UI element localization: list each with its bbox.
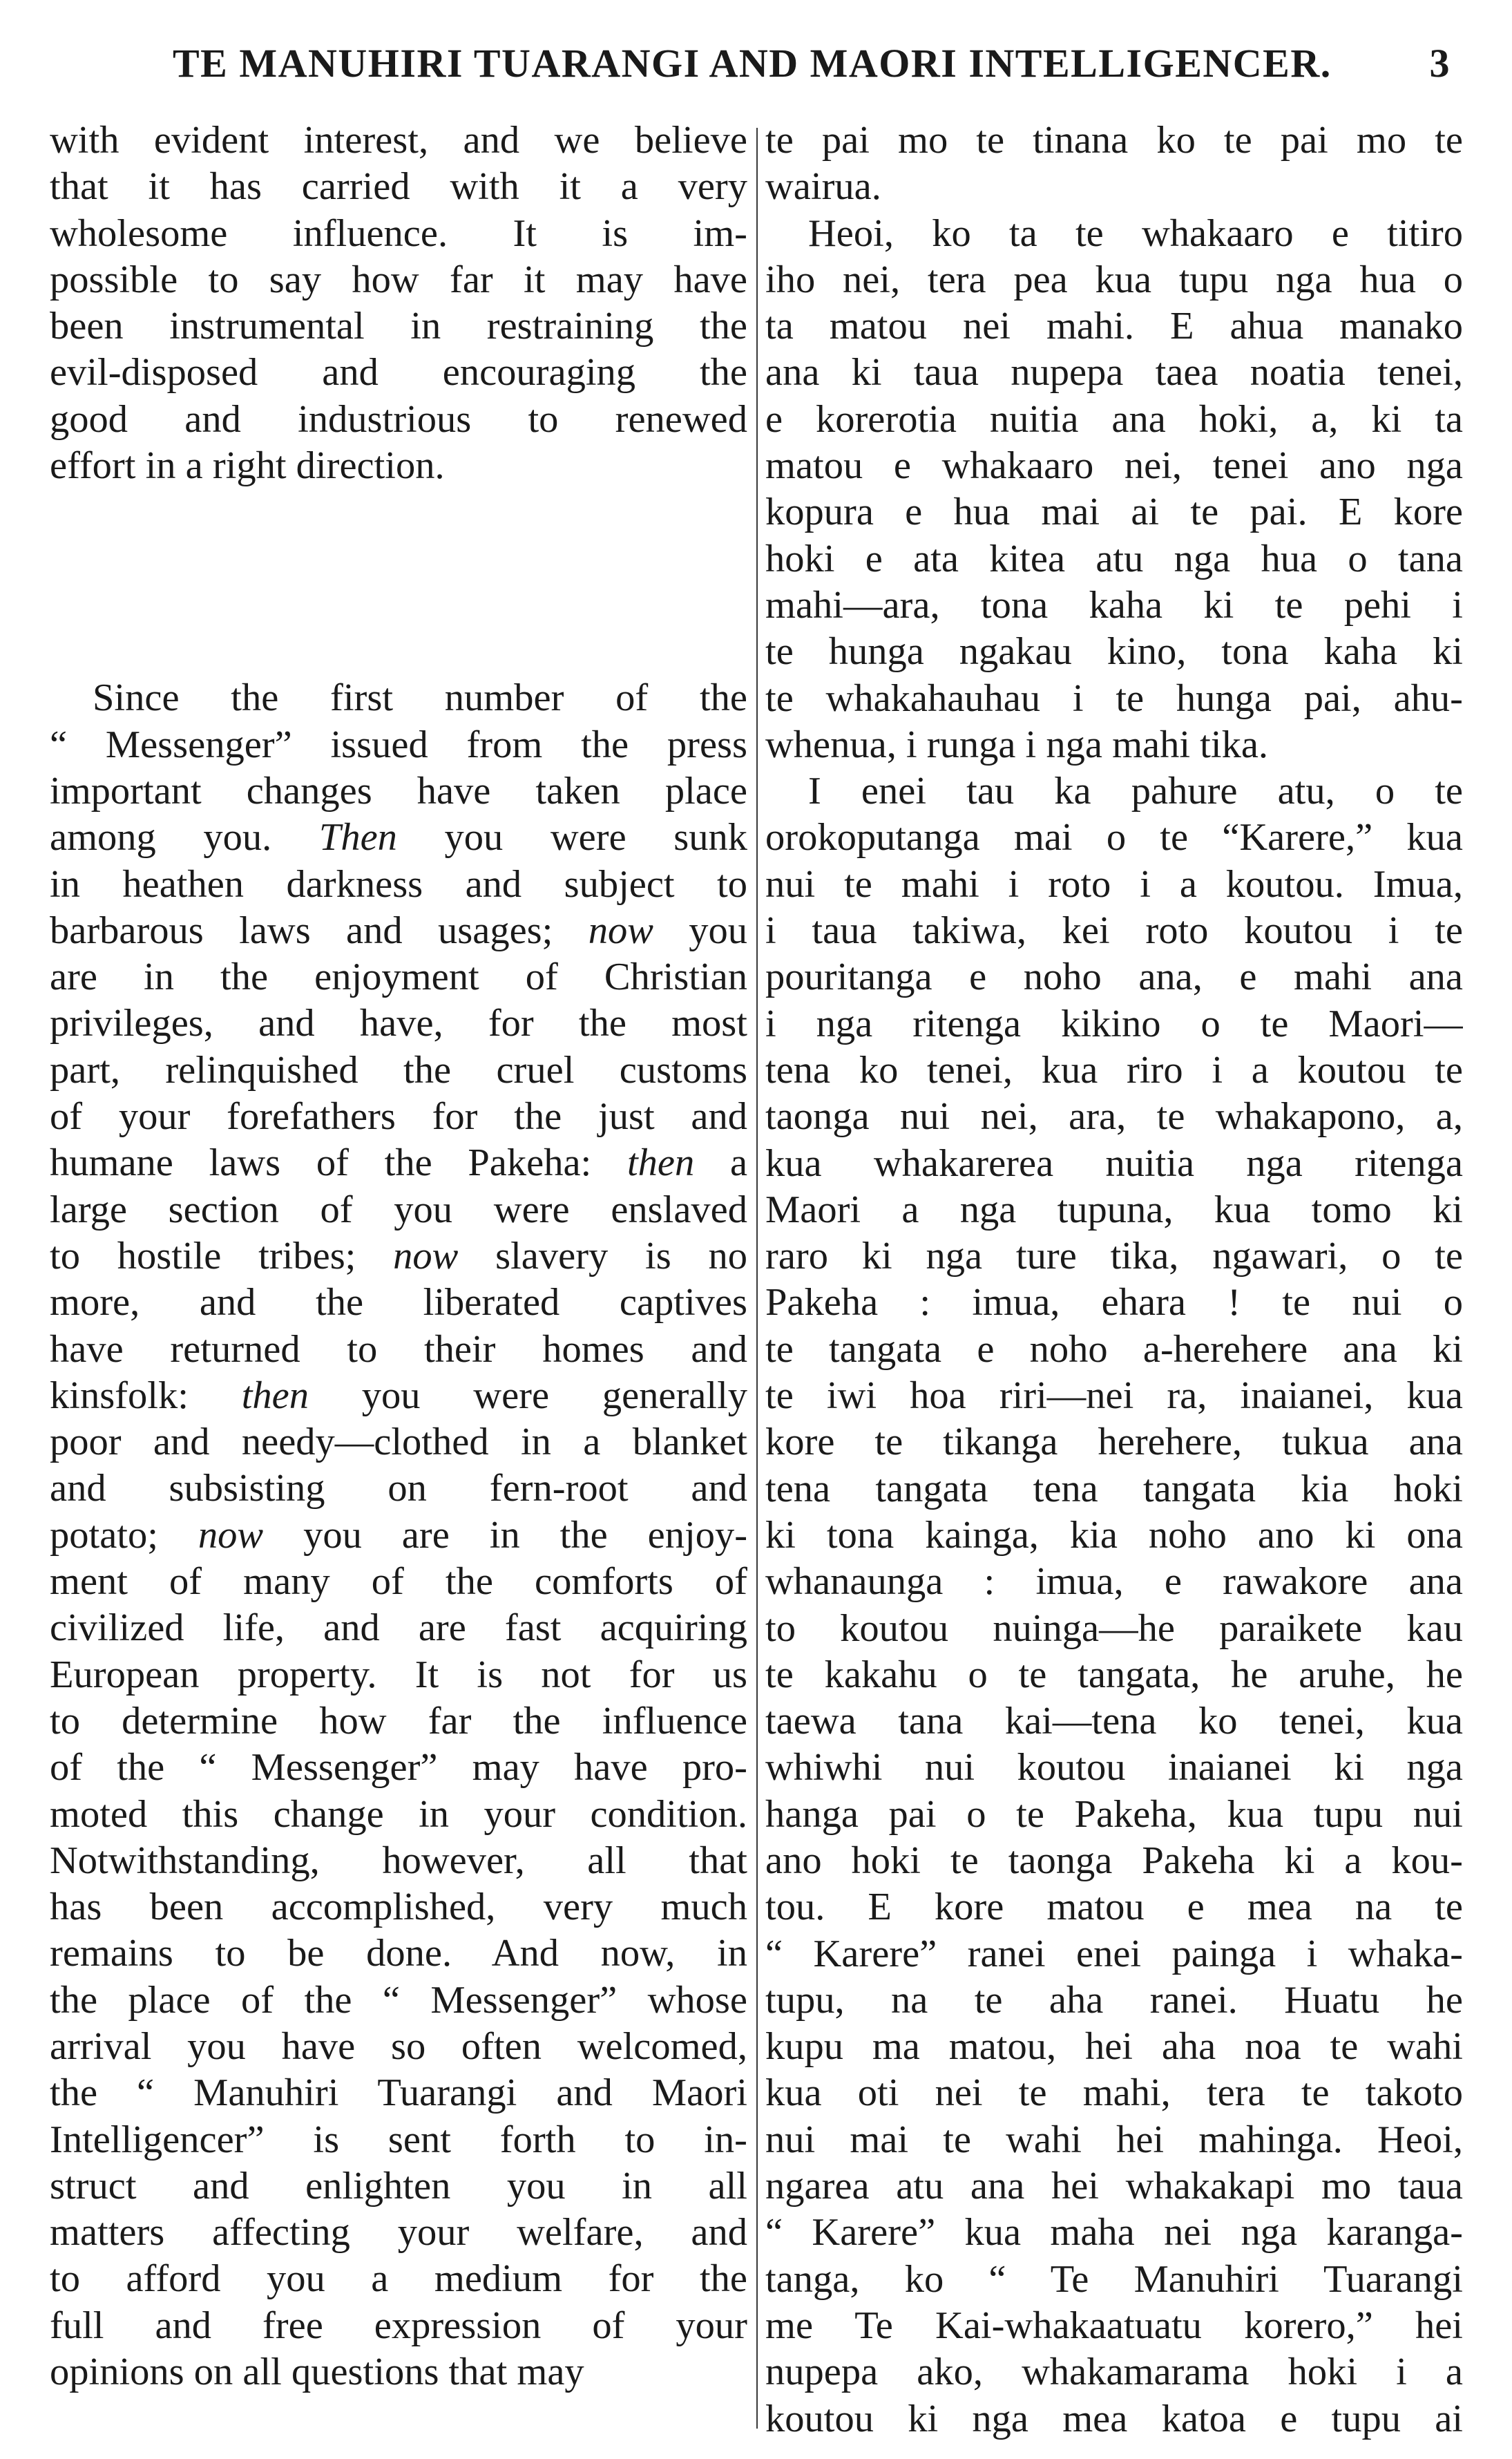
- maori-paragraph-2: [765, 211, 1463, 769]
- text-line: koutou ki nga mea katoa e tupu ai: [765, 2397, 1463, 2440]
- text-line: privileges, and have, for the most: [50, 1002, 747, 1045]
- text-line: large section of you were enslaved: [50, 1188, 747, 1231]
- text-line: barbarous laws and usages; now you: [50, 909, 747, 952]
- text-line: humane laws of the Pakeha: then a: [50, 1141, 747, 1185]
- text-line: among you. Then you were sunk: [50, 816, 747, 860]
- text-line: that it has carried with it a very: [50, 165, 747, 209]
- text-line: Heoi, ko ta te whakaaro e titiro: [808, 211, 1463, 255]
- text-line: te hunga ngakau kino, tona kaha ki: [765, 630, 1463, 674]
- text-line: e korerotia nuitia ana hoki, a, ki ta: [765, 397, 1463, 441]
- text-line: ta matou nei mahi. E ahua manako: [765, 305, 1463, 348]
- text-line: nupepa ako, whakamarama hoki i a: [765, 2351, 1463, 2394]
- text-line: ngarea atu ana hei whakakapi mo taua: [765, 2165, 1463, 2208]
- text-line: potato; now you are in the enjoy-: [50, 1513, 747, 1557]
- text-line: hanga pai o te Pakeha, kua tupu nui: [765, 1792, 1463, 1836]
- page-number: 3: [1429, 41, 1451, 86]
- text-line: opinions on all questions that may: [50, 2351, 584, 2394]
- text-line: the “ Manuhiri Tuarangi and Maori: [50, 2071, 747, 2115]
- text-line: good and industrious to renewed: [50, 397, 747, 441]
- text-line: of your forefathers for the just and: [50, 1095, 747, 1139]
- maori-paragraph-1: [765, 117, 1463, 211]
- text-line: I enei tau ka pahure atu, o te: [808, 770, 1463, 813]
- text-line: possible to say how far it may have: [50, 258, 747, 301]
- text-line: te kakahu o te tangata, he aruhe, he: [765, 1653, 1463, 1696]
- text-line: iho nei, tera pea kua tupu nga hua o: [765, 258, 1463, 301]
- english-paragraph-1: [50, 117, 747, 489]
- text-line: and subsisting on fern-root and: [50, 1467, 747, 1510]
- text-line: Since the first number of the: [93, 676, 747, 720]
- text-line: has been accomplished, very much: [50, 1886, 747, 1929]
- text-line: been instrumental in restraining the: [50, 305, 747, 348]
- text-line: te pai mo te tinana ko te pai mo te: [765, 119, 1463, 162]
- text-line: struct and enlighten you in all: [50, 2164, 747, 2208]
- text-line: whiwhi nui koutou inaianei ki nga: [765, 1746, 1463, 1789]
- text-line: i nga ritenga kikino o te Maori—: [765, 1002, 1463, 1045]
- text-line: part, relinquished the cruel customs: [50, 1048, 747, 1092]
- text-line: in heathen darkness and subject to: [50, 862, 747, 906]
- text-line: matters affecting your welfare, and: [50, 2211, 747, 2254]
- text-line: Pakeha : imua, ehara ! te nui o: [765, 1281, 1463, 1325]
- text-line: kinsfolk: then you were generally: [50, 1374, 747, 1417]
- english-paragraph-2: [50, 675, 747, 2395]
- text-line: evil-disposed and encouraging the: [50, 351, 747, 395]
- text-line: whenua, i runga i nga mahi tika.: [765, 723, 1269, 766]
- text-line: to koutou nuinga—he paraikete kau: [765, 1606, 1463, 1650]
- text-line: European property. It is not for us: [50, 1653, 747, 1696]
- publication-title: TE MANUHIRI TUARANGI AND MAORI INTELLIGENCER.: [173, 41, 1332, 86]
- text-line: poor and needy—clothed in a blanket: [50, 1421, 747, 1464]
- text-line: remains to be done. And now, in: [50, 1932, 747, 1975]
- text-line: tou. E kore matou e mea na te: [765, 1886, 1463, 1929]
- text-line: nui mai te wahi hei mahinga. Heoi,: [765, 2118, 1463, 2161]
- text-line: “ Karere” kua maha nei nga karanga-: [765, 2211, 1463, 2254]
- text-line: tanga, ko “ Te Manuhiri Tuarangi: [765, 2257, 1463, 2301]
- text-line: tena tangata tena tangata kia hoki: [765, 1467, 1463, 1510]
- text-line: ment of many of the comforts of: [50, 1560, 747, 1604]
- text-line: tupu, na te aha ranei. Huatu he: [765, 1978, 1463, 2022]
- text-line: moted this change in your condition.: [50, 1792, 747, 1836]
- text-line: te tangata e noho a-herehere ana ki: [765, 1327, 1463, 1371]
- text-line: to afford you a medium for the: [50, 2257, 747, 2301]
- maori-paragraph-3: [765, 768, 1463, 2442]
- text-line: mahi—ara, tona kaha ki te pehi i: [765, 583, 1463, 627]
- text-line: “ Karere” ranei enei painga i whaka-: [765, 1932, 1463, 1975]
- text-line: kua oti nei te mahi, tera te takoto: [765, 2071, 1463, 2115]
- text-line: wairua.: [765, 165, 881, 209]
- text-line: arrival you have so often welcomed,: [50, 2024, 747, 2068]
- text-line: civilized life, and are fast acquiring: [50, 1606, 747, 1650]
- text-line: to hostile tribes; now slavery is no: [50, 1234, 747, 1278]
- text-line: with evident interest, and we believe: [50, 119, 747, 162]
- text-line: kupu ma matou, hei aha noa te wahi: [765, 2025, 1463, 2069]
- text-line: me Te Kai-whakaatuatu korero,” hei: [765, 2304, 1463, 2347]
- text-line: whanaunga : imua, e rawakore ana: [765, 1560, 1463, 1604]
- text-line: kore te tikanga herehere, tukua ana: [765, 1421, 1463, 1464]
- text-line: pouritanga e noho ana, e mahi ana: [765, 956, 1463, 999]
- text-line: kua whakarerea nuitia nga ritenga: [765, 1141, 1463, 1185]
- text-line: full and free expression of your: [50, 2304, 747, 2347]
- text-line: orokoputanga mai o te “Karere,” kua: [765, 816, 1463, 860]
- text-line: of the “ Messenger” may have pro-: [50, 1746, 747, 1789]
- text-line: Maori a nga tupuna, kua tomo ki: [765, 1188, 1463, 1231]
- text-line: have returned to their homes and: [50, 1327, 747, 1371]
- column-divider: [756, 128, 758, 2429]
- text-line: to determine how far the influence: [50, 1699, 747, 1743]
- text-line: nui te mahi i roto i a koutou. Imua,: [765, 862, 1463, 906]
- maori-column: [765, 117, 1463, 2442]
- text-line: matou e whakaaro nei, tenei ano nga: [765, 444, 1463, 488]
- text-line: taonga nui nei, ara, te whakapono, a,: [765, 1095, 1463, 1139]
- text-line: i taua takiwa, kei roto koutou i te: [765, 909, 1463, 953]
- paragraph-gap: [50, 489, 747, 675]
- text-line: ano hoki te taonga Pakeha ki a kou-: [765, 1839, 1463, 1882]
- text-line: wholesome influence. It is im-: [50, 211, 747, 255]
- text-line: Intelligencer” is sent forth to in-: [50, 2118, 747, 2161]
- page-header: [173, 40, 1451, 95]
- text-line: the place of the “ Messenger” whose: [50, 1978, 747, 2022]
- text-line: tena ko tenei, kua riro i a koutou te: [765, 1048, 1463, 1092]
- text-line: ki tona kainga, kia noho ano ki ona: [765, 1513, 1463, 1557]
- text-line: te whakahauhau i te hunga pai, ahu-: [765, 676, 1463, 720]
- english-column: [50, 117, 747, 2395]
- text-line: effort in a right direction.: [50, 444, 445, 488]
- text-line: “ Messenger” issued from the press: [50, 723, 747, 766]
- text-line: kopura e hua mai ai te pai. E kore: [765, 491, 1463, 534]
- text-line: hoki e ata kitea atu nga hua o tana: [765, 537, 1463, 580]
- text-line: taewa tana kai—tena ko tenei, kua: [765, 1700, 1463, 1743]
- text-line: raro ki nga ture tika, ngawari, o te: [765, 1235, 1463, 1278]
- text-line: Notwithstanding, however, all that: [50, 1839, 747, 1882]
- text-line: are in the enjoyment of Christian: [50, 956, 747, 999]
- text-line: te iwi hoa riri—nei ra, inaianei, kua: [765, 1374, 1463, 1418]
- text-line: more, and the liberated captives: [50, 1281, 747, 1325]
- text-line: ana ki taua nupepa taea noatia tenei,: [765, 351, 1463, 395]
- text-line: important changes have taken place: [50, 769, 747, 813]
